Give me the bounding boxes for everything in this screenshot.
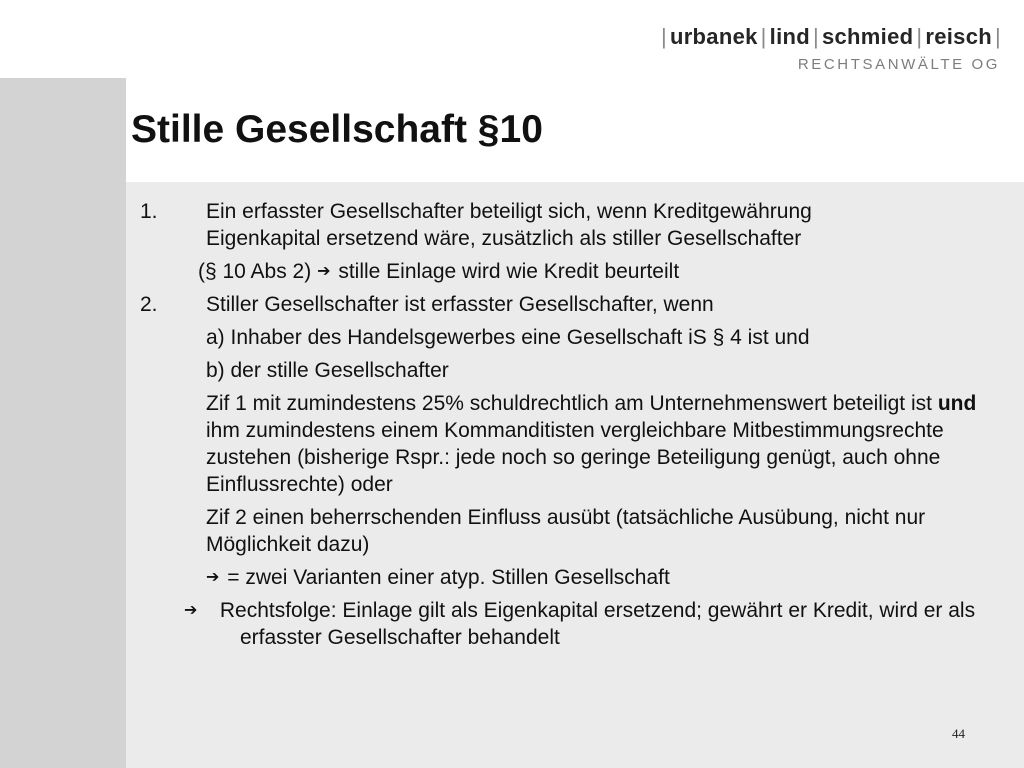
reference-prefix: (§ 10 Abs 2)	[198, 260, 312, 283]
variants-text: = zwei Varianten einer atyp. Stillen Gesellschaft	[227, 566, 670, 589]
list-item-2	[140, 291, 1000, 318]
item-2-b: b) der stille Gesellschafter	[206, 359, 449, 382]
legal-consequence-block: ➔ Rechtsfolge: Einlage gilt als Eigenkapital ersetzend; gewährt er Kredit, wird er als erfasster Gesellschafter behandelt	[184, 599, 976, 649]
item-2-arrow-legal-consequence	[140, 597, 1000, 651]
item-2-number: 2.	[140, 293, 158, 316]
logo-name-urbanek: urbanek	[669, 24, 758, 49]
logo-name-schmied: schmied	[821, 24, 914, 49]
right-arrow-icon: ➔	[206, 569, 220, 586]
zif1-text-part2: ihm zumindestens einem Kommanditisten vergleichbare Mitbestimmungsrechte zustehen (bisherige Rspr.: jede noch so geringe Beteiligung genügt, auch ohne Einflussrechte) oder	[206, 419, 944, 496]
item-1-number: 1.	[140, 200, 158, 223]
item-2-zif2: Zif 2 einen beherrschenden Einfluss ausübt (tatsächliche Ausübung, nicht nur Möglichkeit dazu)	[206, 506, 926, 556]
zif1-text-part1: Zif 1 mit zumindestens 25% schuldrechtlich am Unternehmenswert beteiligt ist	[206, 392, 938, 415]
reference-text: stille Einlage wird wie Kredit beurteilt	[338, 260, 680, 283]
list-item-1	[140, 198, 1000, 252]
page-number: 44	[952, 726, 965, 741]
item-2-text: Stiller Gesellschafter ist erfasster Gesellschafter, wenn	[206, 293, 714, 316]
legal-consequence-text: Rechtsfolge: Einlage gilt als Eigenkapital ersetzend; gewährt er Kredit, wird er als erfasster Gesellschafter behandelt	[219, 599, 976, 649]
item-2-arrow-variants	[140, 564, 1000, 591]
zif1-bold-und: und	[937, 392, 977, 415]
logo-subtitle: RECHTSANWÄLTE OG	[797, 56, 1000, 73]
item-2-zif1	[140, 390, 1000, 498]
item-1-line2: Eigenkapital ersetzend wäre, zusätzlich als stiller Gesellschafter	[206, 227, 802, 250]
slide-title: Stille Gesellschaft §10	[131, 108, 543, 151]
logo-name-reisch: reisch	[925, 24, 992, 49]
left-decorative-bar	[0, 78, 126, 768]
right-arrow-icon: ➔	[317, 263, 331, 280]
item-1-reference	[140, 258, 1000, 285]
logo-name-lind: lind	[769, 24, 810, 49]
item-1-line1: Ein erfasster Gesellschafter beteiligt sich, wenn Kreditgewährung	[206, 200, 812, 223]
item-2-a: a) Inhaber des Handelsgewerbes eine Gesellschaft iS § 4 ist und	[206, 326, 810, 349]
logo-names: | urbanek | lind | schmied | reisch |	[660, 24, 1001, 49]
slide-body	[140, 198, 1000, 651]
firm-logo	[658, 24, 1004, 73]
